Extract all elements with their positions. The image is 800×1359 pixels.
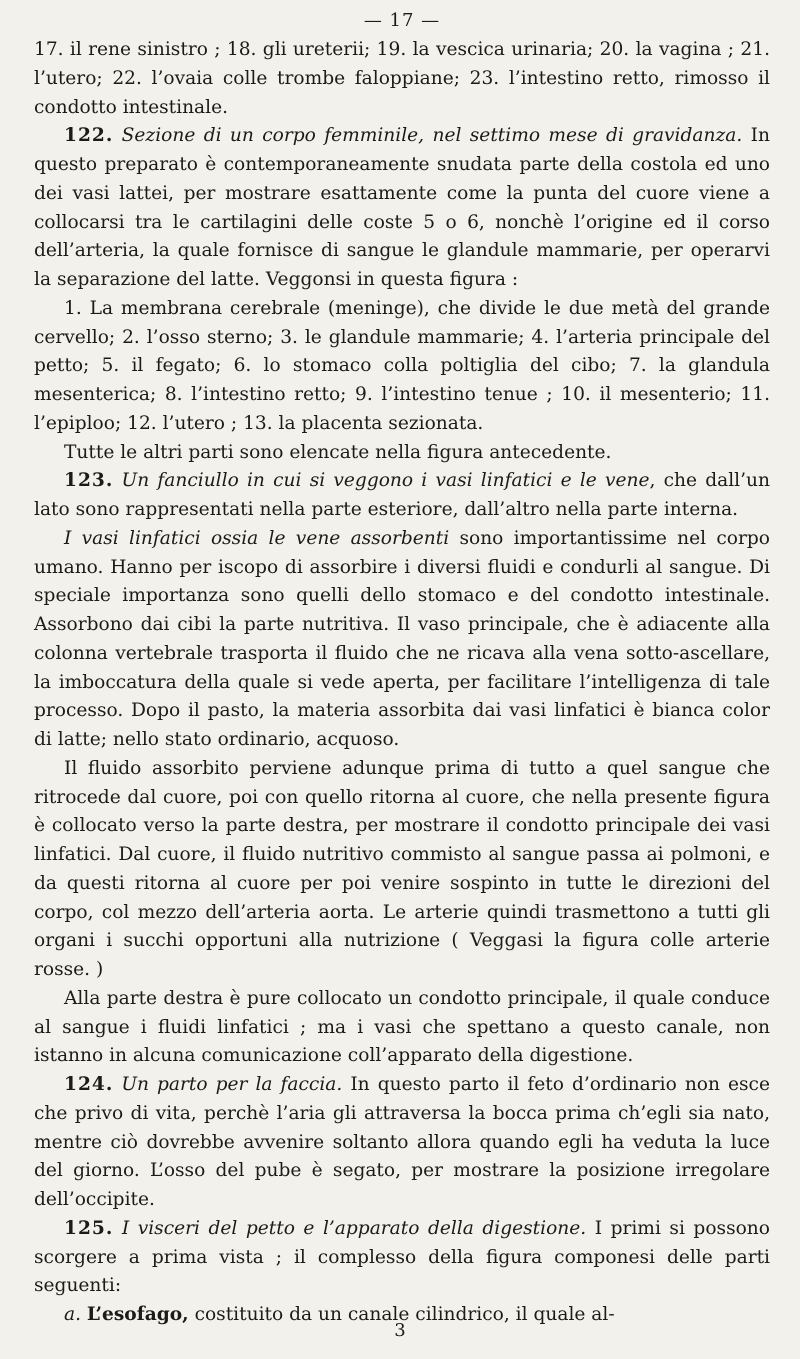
section-123-paragraph-3: Il fluido assorbito perviene adunque prima di tutto a quel sangue che ritrocede dal cuore, poi con quello ritorna al cuore, che nella presente figura è collocato verso la parte destra, per mostrare il condotto principale dei vasi linfatici. Dal cuore, il fluido nutritivo commisto al sangue passa ai polmoni, e da questi ritorna al cuore per poi venire sospinto in tutte le direzioni del corpo, col mezzo dell’arteria aorta. Le arterie quindi trasmettono a tutti gli organi i succhi opportuni alla nutrizione ( Veggasi la figura colle arterie rosse. ) bbox=[34, 757, 770, 980]
section-123-paragraph-4: Alla parte destra è pure collocato un condotto principale, il quale conduce al sangue i fluidi linfatici ; ma i vasi che spettano a questo canale, non istanno in alcuna comunicazione coll’apparato della digestione. bbox=[34, 987, 770, 1067]
section-title: Sezione di un corpo femminile, nel settimo mese di gravidanza. bbox=[121, 125, 743, 147]
section-125 bbox=[34, 1215, 770, 1301]
section-122-list: 1. La membrana cerebrale (meninge), che divide le due metà del grande cervello; 2. l’osso sterno; 3. le glandule mammarie; 4. l’arteria principale del petto; 5. il fegato; 6. lo stomaco colla poltiglia del cibo; 7. la glandula mesenterica; 8. l’intestino retto; 9. l’intestino tenue ; 10. il mesenterio; 11. l’epiploo; 12. l’utero ; 13. la placenta sezionata. bbox=[34, 297, 770, 434]
signature-mark: 3 bbox=[394, 1320, 406, 1341]
section-number: 124. bbox=[64, 1074, 114, 1095]
section-number: 125. bbox=[64, 1217, 114, 1239]
paragraph-text: sono importantissime nel corpo umano. Hanno per iscopo di assorbire i diversi fluidi e condurli al sangue. Di speciale importanza sono quelli dello stomaco e del condotto intestinale. Assorbono dai cibi la parte nutritiva. Il vaso principale, che è adiacente alla colonna vertebrale trasporta il fluido che ne ricava alla vena sotto-ascellare, la imboccatura della quale si vede aperta, per facilitare l’intelligenza di tale processo. Dopo il pasto, la materia assorbita dai vasi linfatici è bianca color di latte; nello stato ordinario, acquoso. bbox=[34, 527, 770, 750]
section-123-paragraph-2 bbox=[34, 525, 770, 755]
section-title: Un fanciullo in cui si veggono i vasi linfatici e le vene bbox=[121, 470, 650, 492]
section-title: I visceri del petto e l’apparato della digestione. bbox=[121, 1217, 587, 1239]
page-number: — 17 — bbox=[363, 10, 441, 31]
section-text: I primi si possono scorgere a prima vista ; il complesso della figura componesi delle parti seguenti: bbox=[34, 1217, 770, 1297]
section-124 bbox=[34, 1071, 770, 1215]
section-title: Un parto per la faccia. bbox=[121, 1074, 343, 1095]
section-text: , che dall’un lato sono rappresentati nella parte esteriore, dall’altro nella parte interna. bbox=[34, 470, 770, 520]
section-text: In questo preparato è contemporaneamente snudata parte della costola ed uno dei vasi lattei, per mostrare esattamente come la punta del cuore viene a collocarsi tra le cartilagini delle coste 5 o 6, nonchè l’origine ed il corso dell’arteria, la quale fornisce di sangue le glandule mammarie, per operarvi la separazione del latte. Veggonsi in questa figura : bbox=[34, 125, 770, 290]
section-text: In questo parto il feto d’ordinario non esce che privo di vita, perchè l’aria gli attraversa la bocca prima ch’egli sia nato, mentre ciò dovrebbe avvenire soltanto allora quando egli ha veduta la luce del giorno. L’osso del pube è segato, per mostrare la posizione irregolare dell’occipite. bbox=[34, 1074, 770, 1210]
italic-lead: I vasi linfatici ossia le vene assorbenti bbox=[64, 527, 450, 549]
body-text bbox=[34, 36, 770, 1330]
section-number: 122. bbox=[64, 125, 114, 147]
item-text: costituito da un canale cilindrico, il quale al- bbox=[194, 1304, 615, 1325]
section-number: 123. bbox=[64, 470, 114, 492]
section-122 bbox=[34, 122, 770, 295]
paragraph-intro-list: 17. il rene sinistro ; 18. gli ureterii; 19. la vescica urinaria; 20. la vagina ; 21. l’utero; 22. l’ovaia colle trombe faloppiane; 23. l’intestino retto, rimosso il condotto intestinale. bbox=[34, 39, 770, 118]
section-123 bbox=[34, 467, 770, 525]
section-122-note: Tutte le altri parti sono elencate nella figura antecedente. bbox=[64, 441, 612, 463]
item-term: L’esofago, bbox=[86, 1304, 189, 1325]
item-letter: a. bbox=[64, 1304, 81, 1325]
